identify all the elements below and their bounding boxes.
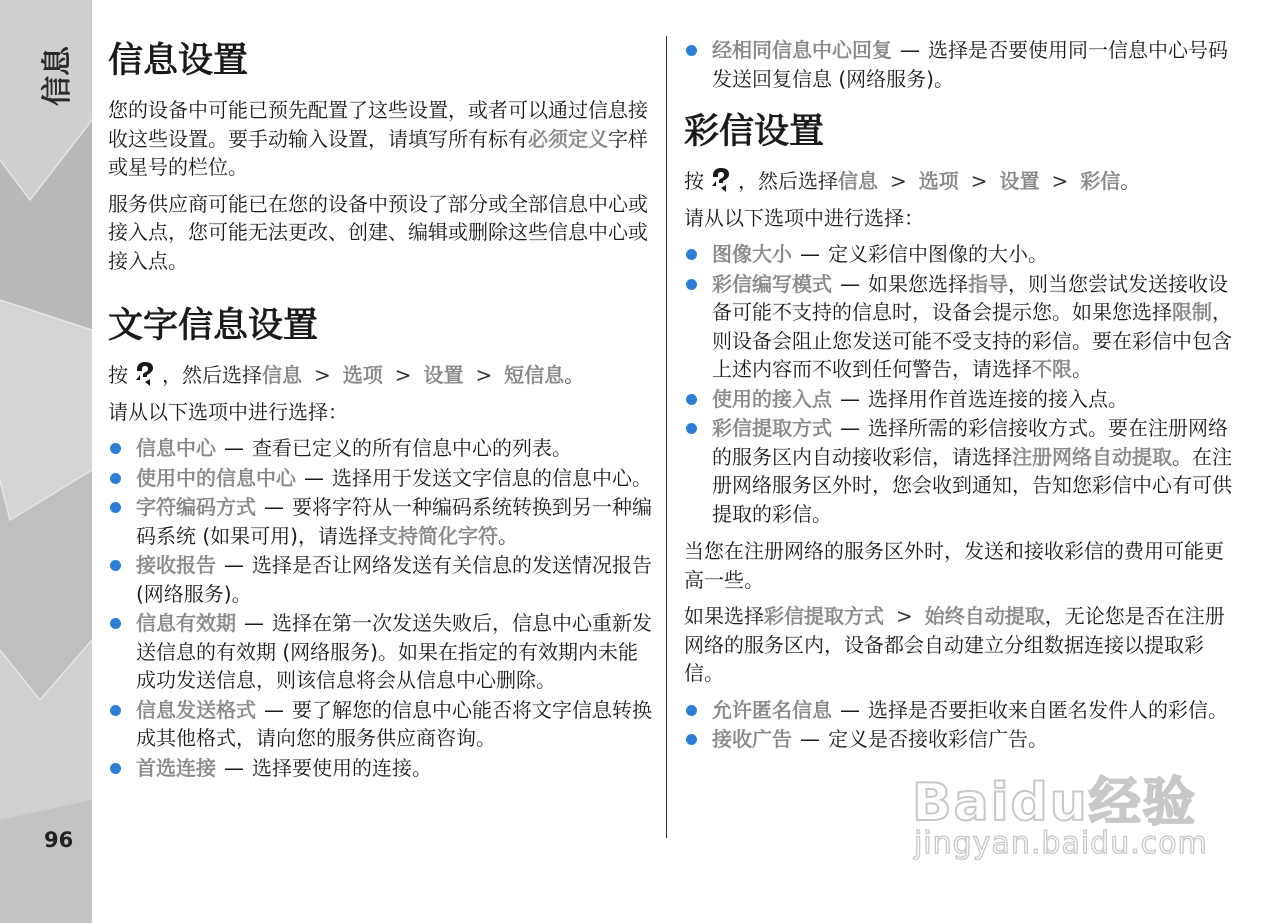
- page-number: 96: [44, 828, 74, 852]
- preset-paragraph: 服务供应商可能已在您的设备中预设了部分或全部信息中心或接入点，您可能无法更改、创建、编辑或删除这些信息中心或接入点。: [108, 191, 648, 273]
- page-title: 信息设置: [108, 41, 249, 81]
- list-item: 使用中的信息中心 — 选择用于发送文字信息的信息中心。: [108, 464, 654, 493]
- menu-key-icon: [134, 361, 156, 387]
- sidebar-pattern: [0, 0, 92, 923]
- section-tab: [32, 36, 76, 116]
- menu-path: 按 ，然后选择信息 > 选项 > 设置 > 短信息。: [108, 363, 585, 387]
- choose-text: 请从以下选项中进行选择：: [108, 399, 348, 424]
- mms-settings-title: 彩信设置: [684, 112, 825, 152]
- list-item: 信息中心 — 查看已定义的所有信息中心的列表。: [108, 434, 654, 463]
- menu-path: 按 ，然后选择信息 > 选项 > 设置 > 彩信。: [684, 169, 1141, 193]
- list-item: 接收广告 — 定义是否接收彩信广告。: [684, 725, 1232, 754]
- watermark: [912, 760, 1212, 880]
- list-item: 接收报告 — 选择是否让网络发送有关信息的发送情况报告 (网络服务)。: [108, 551, 654, 608]
- watermark-url: jingyan.baidu.com: [914, 826, 1208, 861]
- list-item: 使用的接入点 — 选择用作首选连接的接入点。: [684, 385, 1232, 414]
- list-item: 彩信编写模式 — 如果您选择指导，则当您尝试发送接收设备可能不支持的信息时，设备会提示您。如果您选择限制，则设备会阻止您发送可能不受支持的彩信。要在彩信中包含上述内容而不收到任何警告，请选择不限。: [684, 270, 1232, 384]
- left-column: [108, 36, 654, 783]
- sms-options-list: [108, 434, 654, 782]
- list-item: 经相同信息中心回复 — 选择是否要使用同一信息中心号码发送回复信息 (网络服务)。: [684, 36, 1232, 93]
- mms-options-list: [684, 240, 1232, 528]
- menu-key-icon: [710, 167, 732, 193]
- mms-options-list-2: [684, 696, 1232, 754]
- sidebar: [0, 0, 92, 923]
- right-column: [684, 36, 1232, 755]
- list-item: 信息有效期 — 选择在第一次发送失败后，信息中心重新发送信息的有效期 (网络服务)。如果在指定的有效期内未能成功发送信息，则该信息将会从信息中心删除。: [108, 609, 654, 695]
- list-item: 信息发送格式 — 要了解您的信息中心能否将文字信息转换成其他格式，请向您的服务供应商咨询。: [108, 696, 654, 753]
- choose-text: 请从以下选项中进行选择：: [684, 205, 924, 230]
- watermark-brand: Baidu经验: [912, 773, 1197, 833]
- list-item: 首选连接 — 选择要使用的连接。: [108, 754, 654, 783]
- list-item: 允许匿名信息 — 选择是否要拒收来自匿名发件人的彩信。: [684, 696, 1232, 725]
- intro-paragraph: 您的设备中可能已预先配置了这些设置，或者可以通过信息接收这些设置。要手动输入设置，请填写所有标有必须定义字样或星号的栏位。: [108, 98, 648, 179]
- list-item: 字符编码方式 — 要将字符从一种编码系统转换到另一种编码系统 (如果可用)，请选择支持简化字符。: [108, 493, 654, 550]
- outside-area-paragraph: 当您在注册网络的服务区外时，发送和接收彩信的费用可能更高一些。: [684, 539, 1224, 592]
- sms-options-continued: [684, 36, 1232, 93]
- sms-settings-title: 文字信息设置: [108, 306, 319, 346]
- always-fetch-paragraph: 如果选择彩信提取方式 > 始终自动提取，无论您是否在注册网络的服务区内，设备都会自动建立分组数据连接以提取彩信。: [684, 604, 1225, 685]
- list-item: 图像大小 — 定义彩信中图像的大小。: [684, 240, 1232, 269]
- list-item: 彩信提取方式 — 选择所需的彩信接收方式。要在注册网络的服务区内自动接收彩信，请选择注册网络自动提取。在注册网络服务区外时，您会收到通知，告知您彩信中心有可供提取的彩信。: [684, 414, 1232, 528]
- section-title: 信息: [40, 46, 75, 106]
- column-divider: [666, 36, 667, 838]
